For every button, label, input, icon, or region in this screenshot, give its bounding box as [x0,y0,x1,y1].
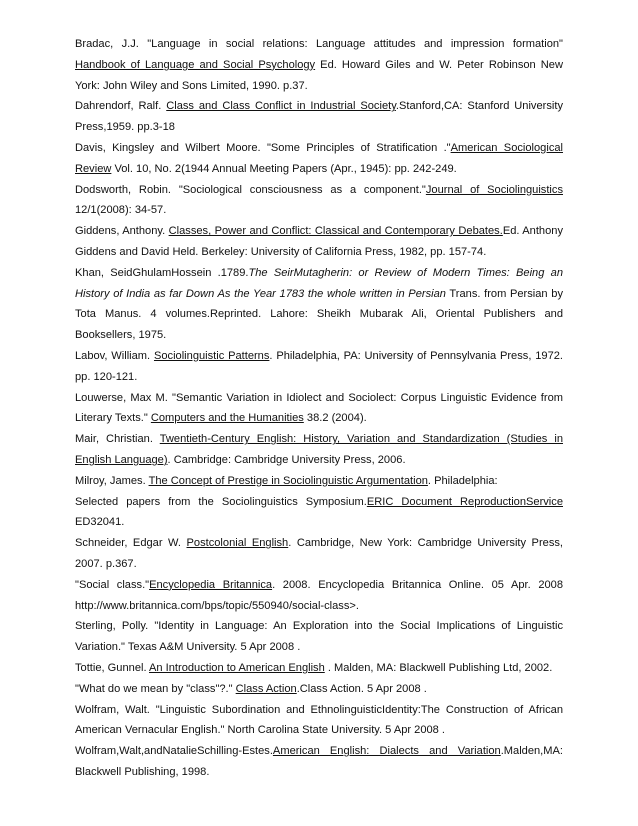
reference-text: Louwerse, Max M. "Semantic Variation in Idiolect and Sociolect: Corpus Linguistic Evidence from Literary Texts." [75,391,563,425]
reference-text: Schneider, Edgar W. [75,537,187,550]
reference-entry [75,471,563,492]
reference-source-title: Classes, Power and Conflict: Classical and Contemporary Debates. [168,225,503,238]
reference-entry [75,221,563,263]
reference-entry [75,263,563,346]
reference-source-title: Journal of Sociolinguistics [425,183,563,196]
reference-text: Milroy, James. [75,474,149,487]
reference-entry [75,180,563,222]
reference-entry [75,658,563,679]
reference-entry [75,138,563,180]
reference-text: Selected papers from the Sociolinguistics Symposium. [75,495,367,508]
reference-list [75,34,563,783]
reference-text: Mair, Christian. [75,433,160,446]
reference-text: . Malden, MA: Blackwell Publishing Ltd, 2002. [324,661,553,674]
reference-text: Trans. from Persian by Tota Manus. 4 volumes.Reprinted. Lahore: Sheikh Mubarak Ali, Oriental Publishers and Booksellers, 1975. [75,287,563,342]
reference-source-title: Computers and the Humanities [150,412,304,425]
reference-italic-title: The SeirMutagherin: or Review of Modern Times: Being an History of India as far Down As the Year 1783 the whole written in Persian [75,266,563,300]
reference-text: . 2008. Encyclopedia Britannica Online. 05 Apr. 2008 http://www.britannica.com/bps/topic/550940/social-class>. [75,578,564,612]
reference-entry [75,346,563,388]
reference-entry [75,388,563,430]
reference-text: Wolfram, Walt. "Linguistic Subordination and EthnolinguisticIdentity:The Construction of African American Vernacular English." North Carolina State University. 5 Apr 2008 . [75,703,563,737]
reference-text: .Class Action. 5 Apr 2008 . [296,682,427,695]
reference-text: Vol. 10, No. 2(1944 Annual Meeting Papers (Apr., 1945): pp. 242-249. [111,162,457,175]
reference-source-title: Postcolonial English [186,537,289,550]
reference-text: Sterling, Polly. "Identity in Language: An Exploration into the Social Implications of Linguistic Variation." Texas A&M University. 5 Apr 2008 . [75,620,563,654]
reference-text: 38.2 (2004). [303,412,367,425]
reference-text: Dodsworth, Robin. "Sociological consciousness as a component." [75,183,426,196]
reference-source-title: Sociolinguistic Patterns [153,349,270,362]
reference-text: Labov, William. [75,349,154,362]
reference-entry [75,575,563,617]
reference-source-title: An Introduction to American English [149,661,325,674]
reference-text: Bradac, J.J. "Language in social relations: Language attitudes and impression formation" [75,38,563,50]
reference-text: "What do we mean by "class"?." [75,682,236,695]
reference-text: Khan, SeidGhulamHossein .1789. [75,266,249,279]
reference-text: .Stanford,CA: Stanford University Press,1959. pp.3-18 [75,100,563,134]
reference-source-title: American English: Dialects and Variation [272,745,501,758]
reference-text: Wolfram,Walt,andNatalieSchilling-Estes. [75,745,273,758]
reference-text: . Cambridge: Cambridge University Press, 2006. [167,453,406,466]
reference-text: 12/1(2008): 34-57. [75,204,167,217]
reference-entry [75,700,563,742]
reference-entry [75,741,563,783]
reference-text: Dahrendorf, Ralf. [75,100,167,113]
reference-entry [75,429,563,471]
reference-text: "Social class." [75,578,150,591]
reference-entry [75,533,563,575]
reference-source-title: The Concept of Prestige in Sociolinguistic Argumentation [148,474,428,487]
reference-text: . Philadelphia: [427,474,498,487]
reference-entry [75,34,563,96]
reference-source-title: Encyclopedia Britannica [149,578,273,591]
reference-source-title: Handbook of Language and Social Psychology [75,58,316,71]
reference-text: Ed. Howard Giles and W. Peter Robinson New York: John Wiley and Sons Limited, 1990. p.37. [75,58,563,92]
reference-text: . Philadelphia, PA: University of Pennsylvania Press, 1972. pp. 120-121. [75,349,563,383]
reference-source-title: Twentieth-Century English: History, Variation and Standardization (Studies in English Language) [75,433,563,466]
reference-source-title: Class Action [235,682,297,695]
reference-text: Giddens, Anthony. [75,225,169,238]
reference-entry [75,679,563,700]
reference-text: ED32041. [75,516,125,529]
reference-text: Tottie, Gunnel. [75,661,150,674]
reference-entry [75,616,563,658]
reference-text: .Malden,MA: Blackwell Publishing, 1998. [75,745,563,778]
reference-text: . Cambridge, New York: Cambridge University Press, 2007. p.367. [75,537,563,570]
reference-source-title: American Sociological Review [75,141,563,175]
reference-source-title: ERIC Document ReproductionService [366,495,563,508]
reference-source-title: Class and Class Conflict in Industrial Society [166,100,396,113]
reference-text: Ed. Anthony Giddens and David Held. Berkeley: University of California Press, 1982, pp. 157-74. [75,225,563,258]
reference-entry [75,96,563,138]
reference-text: Davis, Kingsley and Wilbert Moore. "Some Principles of Stratification ." [75,141,451,154]
reference-entry [75,492,563,534]
